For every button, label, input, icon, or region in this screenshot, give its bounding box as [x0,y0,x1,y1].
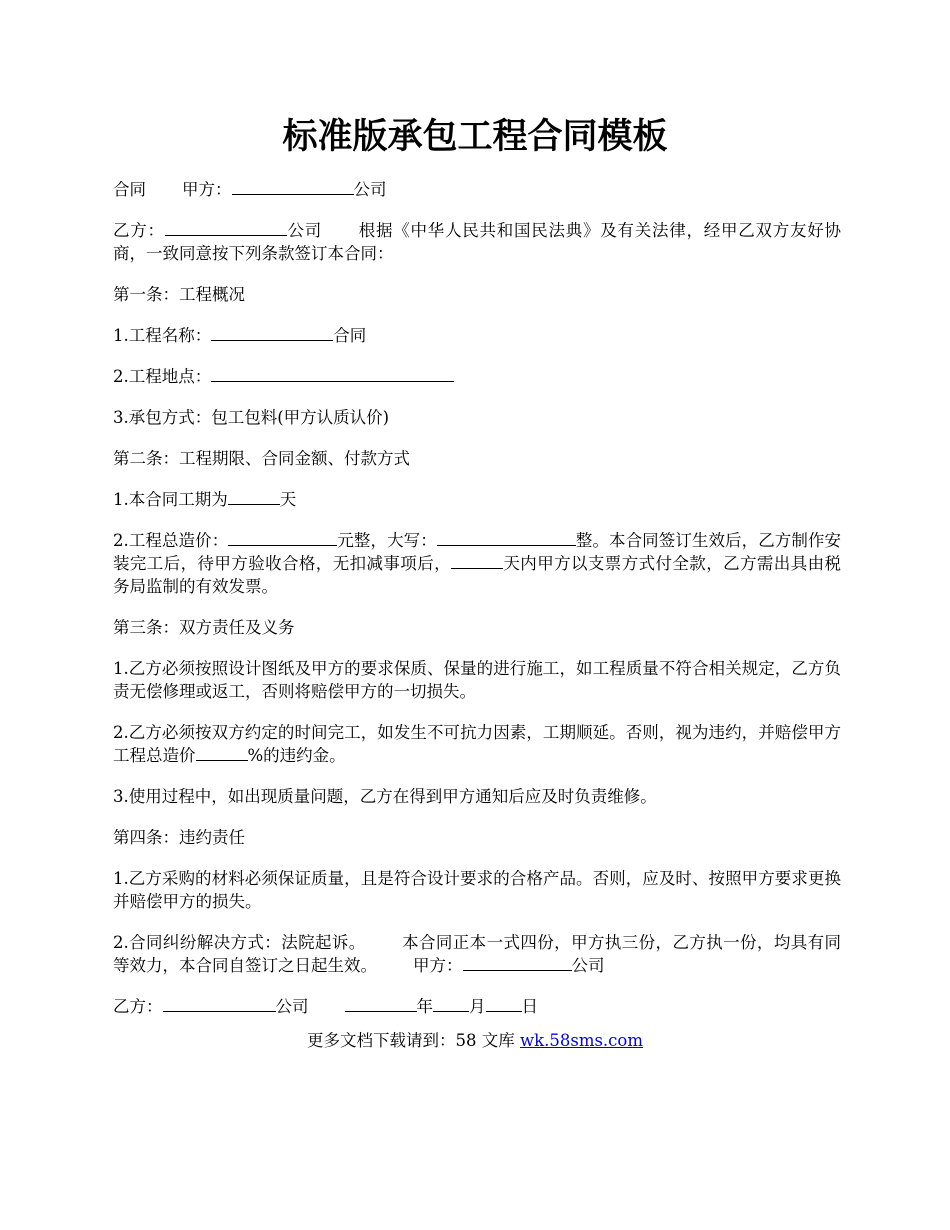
deadline-text: 2.乙方必须按双方约定的时间完工，如发生不可抗力因素，工期顺延。否则，视为违约，并赔偿甲方工程总造价 [113,723,841,765]
project-location-label: 2.工程地点： [113,367,212,386]
amount-words-label: 元整，大写： [337,531,437,550]
penalty-percent-blank [196,745,248,761]
party-b-sign-label: 乙方： [113,997,163,1016]
project-name-line [113,324,841,347]
company-suffix: 公司 [286,221,322,240]
amount-words-blank [437,530,576,546]
penalty-suffix: %的违约金。 [247,746,346,765]
quality-clause: 1.乙方必须按照设计图纸及甲方的要求保质、保量的进行施工，如工程质量不符合相关规定，乙方负责无偿修理或返工，否则将赔偿甲方的一切损失。 [113,659,841,701]
deadline-clause [113,721,841,767]
party-b-intro [113,219,841,265]
day-blank [486,996,522,1012]
duration-line [113,488,841,511]
company-suffix: 公司 [353,180,387,199]
section-2-heading: 第二条：工程期限、合同金额、付款方式 [113,449,410,468]
total-price-paragraph [113,529,841,598]
duration-label: 1.本合同工期为 [113,490,228,509]
contract-suffix: 合同 [333,326,367,345]
party-a-blank [232,179,354,195]
maintenance-clause: 3.使用过程中，如出现质量问题，乙方在得到甲方通知后应及时负责维修。 [113,787,657,806]
dispute-clause [113,931,841,977]
section-4-heading: 第四条：违约责任 [113,828,245,847]
copies-text: 本合同正本一式四份，甲方执三份，乙方执一份，均具有同等效力，本合同自签订之日起生效。 [113,933,842,975]
project-name-label: 1.工程名称： [113,326,212,345]
contract-header-line [113,178,841,201]
download-footer [0,1029,950,1052]
company-suffix: 公司 [275,997,309,1016]
signature-line [113,995,841,1018]
section-1-heading: 第一条：工程概况 [113,285,245,304]
day-label: 日 [521,997,538,1016]
total-price-label: 2.工程总造价： [113,531,229,550]
document-body [113,178,841,1036]
payment-text: 整。本合同签订生效后，乙方制作安装完工后，待甲方验收合格，无扣减事项后， [113,531,842,573]
party-b-label: 乙方： [113,221,165,240]
party-a-sign-label: 甲方： [413,956,463,975]
document-title: 标准版承包工程合同模板 [282,116,668,157]
party-a-label: 甲方： [182,180,232,199]
month-blank [433,996,469,1012]
section-3-heading: 第三条：双方责任及义务 [113,618,295,637]
project-name-blank [211,325,333,341]
project-location-line [113,365,841,388]
footer-link[interactable]: wk.58sms.com [519,1031,643,1050]
project-location-blank [211,366,454,382]
intro-text: 根据《中华人民共和国民法典》及有关法律，经甲乙双方友好协商，一致同意按下列条款签订本合同： [113,221,841,263]
contract-label: 合同 [113,180,146,199]
dispute-text: 2.合同纠纷解决方式：法院起诉。 [113,933,366,952]
party-b-blank [165,220,287,236]
duration-blank [228,489,280,505]
month-label: 月 [469,997,486,1016]
materials-clause: 1.乙方采购的材料必须保证质量，且是符合设计要求的合格产品。否则，应及时、按照甲方要求更换并赔偿甲方的损失。 [113,869,841,911]
payment-text-2: 天内甲方以支票方式付全款，乙方需出具由税务局监制的有效发票。 [113,554,842,596]
contract-mode-line: 3.承包方式：包工包料(甲方认质认价) [113,408,390,427]
party-b-sign-blank [163,996,276,1012]
footer-text: 更多文档下载请到：58 文库 [306,1031,520,1050]
party-a-sign-blank [463,955,572,971]
year-label: 年 [416,997,433,1016]
payment-days-blank [451,553,503,569]
company-suffix: 公司 [571,956,605,975]
total-price-blank [228,530,337,546]
year-blank [345,996,417,1012]
days-suffix: 天 [279,490,297,509]
